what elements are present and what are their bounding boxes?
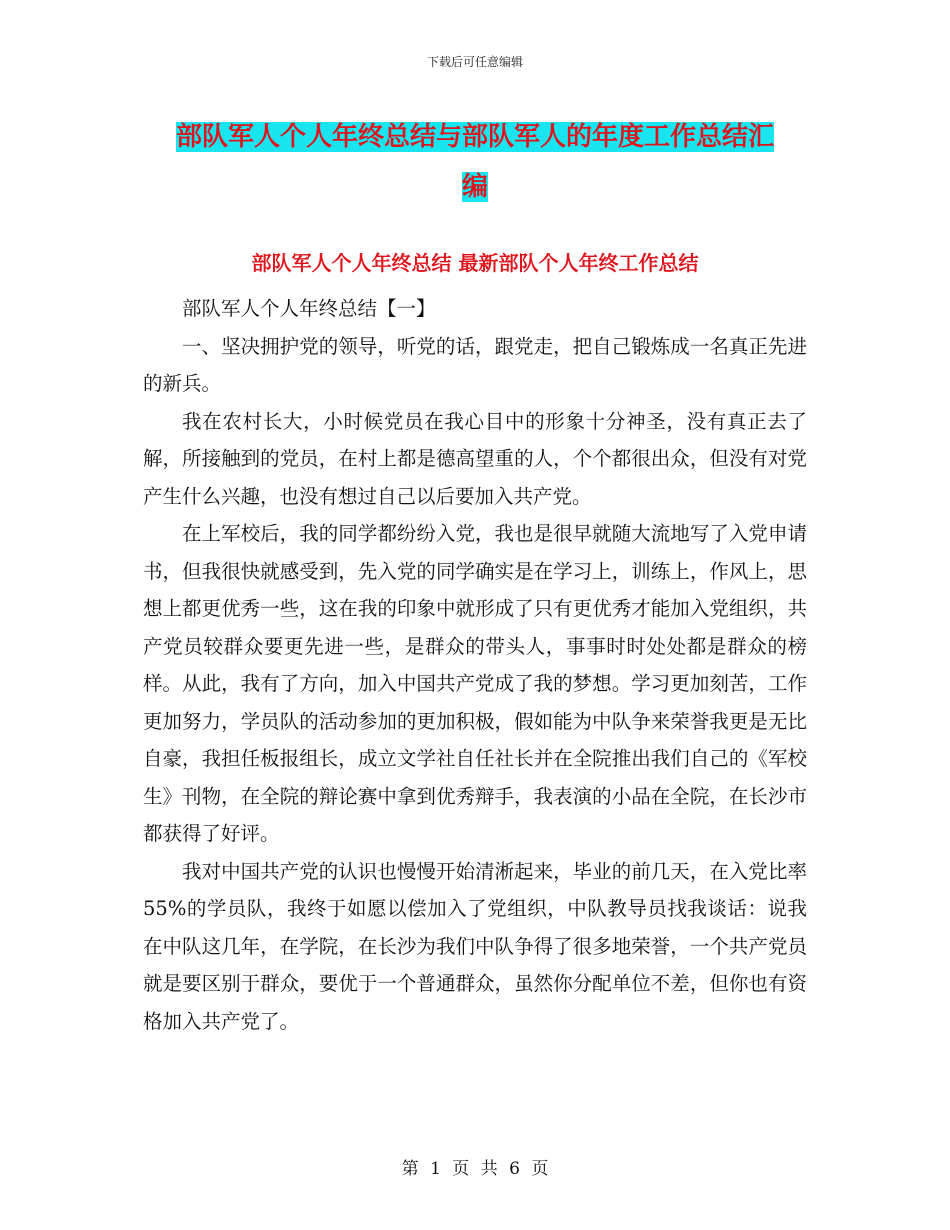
page-footer: 第 1 页 共 6 页 (401, 1159, 549, 1179)
document-title (142, 112, 808, 212)
paragraph: 部队军人个人年终总结【一】 (182, 297, 436, 320)
paragraph: 在上军校后，我的同学都纷纷入党，我也是很早就随大流地写了入党申请书，但我很快就感受到，先入党的同学确实是在学习上，训练上，作风上，思想上都更优秀一些，这在我的印象中就形成了只有更优秀才能加入党组织，共产党员较群众要更先进一些，是群众的带头人，事事时时处处都是群众的榜样。从此，我有了方向，加入中国共产党成了我的梦想。学习更加刻苦，工作更加努力，学员队的活动参加的更加积极，假如能为中队争来荣誉我更是无比自豪，我担任板报组长，成立文学社自任社长并在全院推出我们自己的《军校生》刊物，在全院的辩论赛中拿到优秀辩手，我表演的小品在全院，在长沙市都获得了好评。 (143, 522, 807, 845)
document-body (143, 290, 807, 1040)
header-note: 下载后可任意编辑 (426, 55, 523, 69)
paragraph: 一、坚决拥护党的领导，听党的话，跟党走，把自己锻炼成一名真正先进的新兵。 (143, 334, 807, 395)
paragraph: 我在农村长大，小时候党员在我心目中的形象十分神圣，没有真正去了解，所接触到的党员，在村上都是德高望重的人，个个都很出众，但没有对党产生什么兴趣，也没有想过自己以后要加入共产党。 (143, 409, 807, 508)
title-line-2: 编 (461, 172, 488, 202)
paragraph: 我对中国共产党的认识也慢慢开始清淅起来，毕业的前几天，在入党比率55%的学员队，我终于如愿以偿加入了党组织，中队教导员找我谈话：说我在中队这几年，在学院，在长沙为我们中队争得了很多地荣誉，一个共产党员就是要区别于群众，要优于一个普通群众，虽然你分配单位不差，但你也有资格加入共产党了。 (143, 859, 807, 1033)
title-line-1: 部队军人个人年终总结与部队军人的年度工作总结汇 (175, 122, 774, 152)
section-subtitle: 部队军人个人年终总结 最新部队个人年终工作总结 (251, 251, 699, 275)
